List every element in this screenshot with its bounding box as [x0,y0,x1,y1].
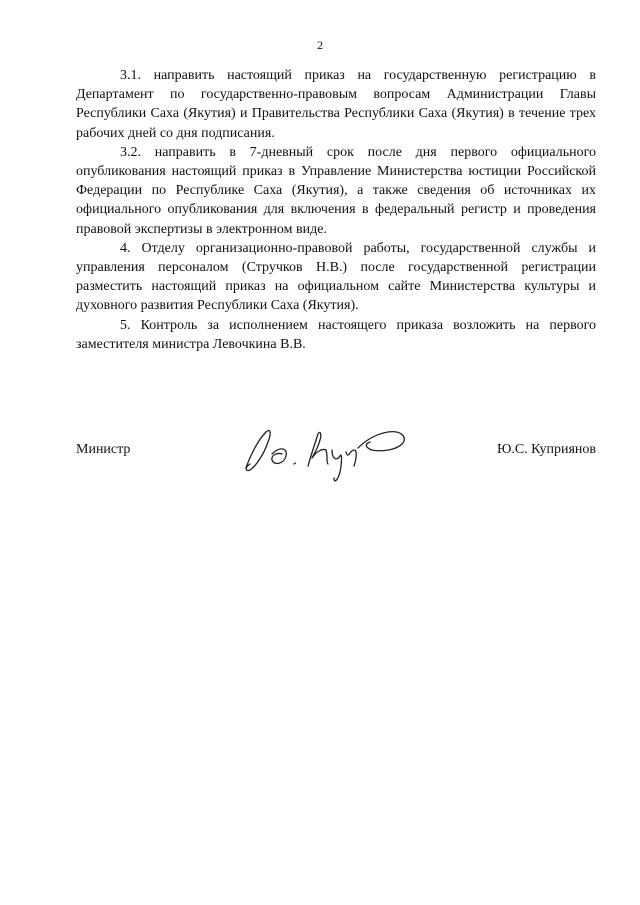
signature-block [76,410,596,490]
document-body [76,66,596,354]
paragraph-5: 5. Контроль за исполнением настоящего приказа возложить на первого заместителя министра Левочкина В.В. [76,317,596,352]
signatory-name: Ю.С. Куприянов [496,442,596,457]
paragraph-3-2: 3.2. направить в 7-дневный срок после дня первого официального опубликования настоящий приказ в Управление Министерства юстиции Российской Федерации по Республике Саха (Якутия), а также сведения об источниках их официального опубликования для включения в федеральный регистр и проведения правовой экспертизы в электронном виде. [76,144,596,237]
paragraph-3-1: 3.1. направить настоящий приказ на государственную регистрацию в Департамент по государственно-правовым вопросам Администрации Главы Республики Саха (Якутия) и Правительства Республики Саха (Якутия) в течение трех рабочих дней со дня подписания. [76,68,596,141]
page-number: 2 [317,38,323,52]
handwritten-signature [236,410,416,490]
paragraph-4: 4. Отделу организационно-правовой работы, государственной службы и управления персоналом (Стручков Н.В.) после государственной регистрации разместить настоящий приказ на официальном сайте Министерства культуры и духовного развития Республики Саха (Якутия). [76,240,596,314]
signatory-title: Министр [76,442,131,457]
